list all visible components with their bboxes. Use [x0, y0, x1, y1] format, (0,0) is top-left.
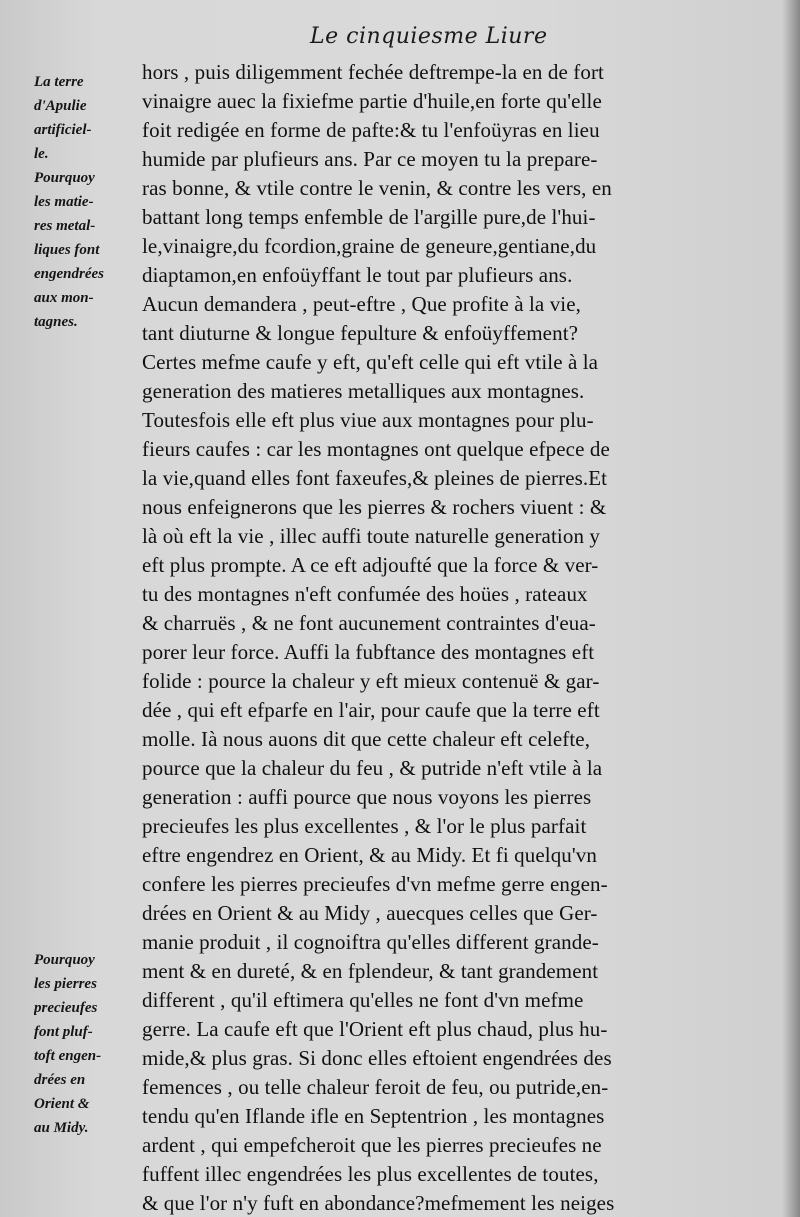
text-line: nous enfeignerons que les pierres & rochers viuent : & — [142, 495, 607, 519]
text-line: mide,& plus gras. Si donc elles eftoient engendrées des — [142, 1046, 612, 1070]
margin-note-line: precieufes — [34, 1000, 98, 1016]
text-line: ardent , qui empefcheroit que les pierres precieufes ne — [142, 1133, 602, 1157]
text-line: ras bonne, & vtile contre le venin, & contre les vers, en — [142, 176, 612, 200]
margin-note-line: Orient & — [34, 1096, 90, 1112]
text-line: fuffent illec engendrées les plus excellentes de toutes, — [142, 1162, 599, 1186]
margin-note-line: aux mon- — [34, 290, 94, 306]
margin-note-line: res metal- — [34, 218, 96, 234]
margin-note-line: d'Apulie — [34, 98, 87, 114]
margin-note-pierres-precieuses — [34, 948, 138, 1140]
page-edge-shadow — [782, 0, 800, 1217]
margin-note-line: drées en — [34, 1072, 86, 1088]
text-line: confere les pierres precieufes d'vn mefme gerre engen- — [142, 872, 608, 896]
margin-note-line: au Midy. — [34, 1120, 89, 1136]
text-line: femences , ou telle chaleur feroit de feu, ou putride,en- — [142, 1075, 609, 1099]
text-line: fieurs caufes : car les montagnes ont quelque efpece de — [142, 437, 610, 461]
text-line: eft plus prompte. A ce eft adjoufté que la force & ver- — [142, 553, 599, 577]
text-line: molle. Ià nous auons dit que cette chaleur eft celefte, — [142, 727, 591, 751]
text-line: eftre engendrez en Orient, & au Midy. Et fi quelqu'vn — [142, 843, 597, 867]
body-text — [142, 58, 732, 1217]
margin-note-line: La terre — [34, 74, 84, 90]
text-line: gerre. La caufe eft que l'Orient eft plus chaud, plus hu- — [142, 1017, 608, 1041]
running-head: Le cinquiesme Liure — [310, 24, 548, 49]
text-line: Toutesfois elle eft plus viue aux montagnes pour plu- — [142, 408, 594, 432]
text-line: tant diuturne & longue fepulture & enfoüyffement? — [142, 321, 579, 345]
text-line: tendu qu'en Iflande ifle en Septentrion , les montagnes — [142, 1104, 605, 1128]
margin-note-line: liques font — [34, 242, 100, 258]
text-line: diaptamon,en enfoüyffant le tout par plufieurs ans. — [142, 263, 573, 287]
text-line: vinaigre auec la fixiefme partie d'huile,en forte qu'elle — [142, 89, 602, 113]
text-line: foit redigée en forme de pafte:& tu l'enfoüyras en lieu — [142, 118, 600, 142]
text-line: la vie,quand elles font faxeufes,& pleines de pierres.Et — [142, 466, 608, 490]
text-line: là où eft la vie , illec auffi toute naturelle generation y — [142, 524, 600, 548]
text-line: different , qu'il eftimera qu'elles ne font d'vn mefme — [142, 988, 584, 1012]
margin-note-line: artificiel- — [34, 122, 92, 138]
text-line: folide : pource la chaleur y eft mieux contenuë & gar- — [142, 669, 600, 693]
margin-note-line: le. — [34, 146, 49, 162]
margin-note-line: font pluf- — [34, 1024, 93, 1040]
margin-note-line: toft engen- — [34, 1048, 102, 1064]
text-line: manie produit , il cognoiftra qu'elles different grande- — [142, 930, 599, 954]
text-line: humide par plufieurs ans. Par ce moyen tu la prepare- — [142, 147, 598, 171]
text-line: & que l'or n'y fuft en abondance?mefmement les neiges — [142, 1191, 615, 1215]
margin-note-line: Pourquoy — [34, 170, 95, 186]
margin-note-line: engendrées — [34, 266, 104, 282]
text-line: generation : auffi pource que nous voyons les pierres — [142, 785, 592, 809]
text-line: drées en Orient & au Midy , auecques celles que Ger- — [142, 901, 598, 925]
text-line: generation des matieres metalliques aux montagnes. — [142, 379, 585, 403]
text-line: battant long temps enfemble de l'argille pure,de l'hui- — [142, 205, 596, 229]
margin-note-line: tagnes. — [34, 314, 78, 330]
margin-note-line: les pierres — [34, 976, 97, 992]
text-line: le,vinaigre,du fcordion,graine de geneure,gentiane,du — [142, 234, 597, 258]
text-line: porer leur force. Auffi la fubftance des montagnes eft — [142, 640, 595, 664]
margin-note-line: Pourquoy — [34, 952, 95, 968]
margin-note-line: les matie- — [34, 194, 94, 210]
text-line: Certes mefme caufe y eft, qu'eft celle qui eft vtile à la — [142, 350, 599, 374]
text-line: & charruës , & ne font aucunement contraintes d'eua- — [142, 611, 596, 635]
text-line: ment & en dureté, & en fplendeur, & tant grandement — [142, 959, 599, 983]
text-line: precieufes les plus excellentes , & l'or le plus parfait — [142, 814, 587, 838]
text-line: Aucun demandera , peut-eftre , Que profite à la vie, — [142, 292, 582, 316]
text-line: hors , puis diligemment fechée deftrempe-la en de fort — [142, 60, 604, 84]
text-line: dée , qui eft efparfe en l'air, pour caufe que la terre eft — [142, 698, 600, 722]
text-line: tu des montagnes n'eft confumée des hoües , rateaux — [142, 582, 588, 606]
margin-note-terre-apulie — [34, 70, 138, 334]
text-line: pource que la chaleur du feu , & putride n'eft vtile à la — [142, 756, 603, 780]
